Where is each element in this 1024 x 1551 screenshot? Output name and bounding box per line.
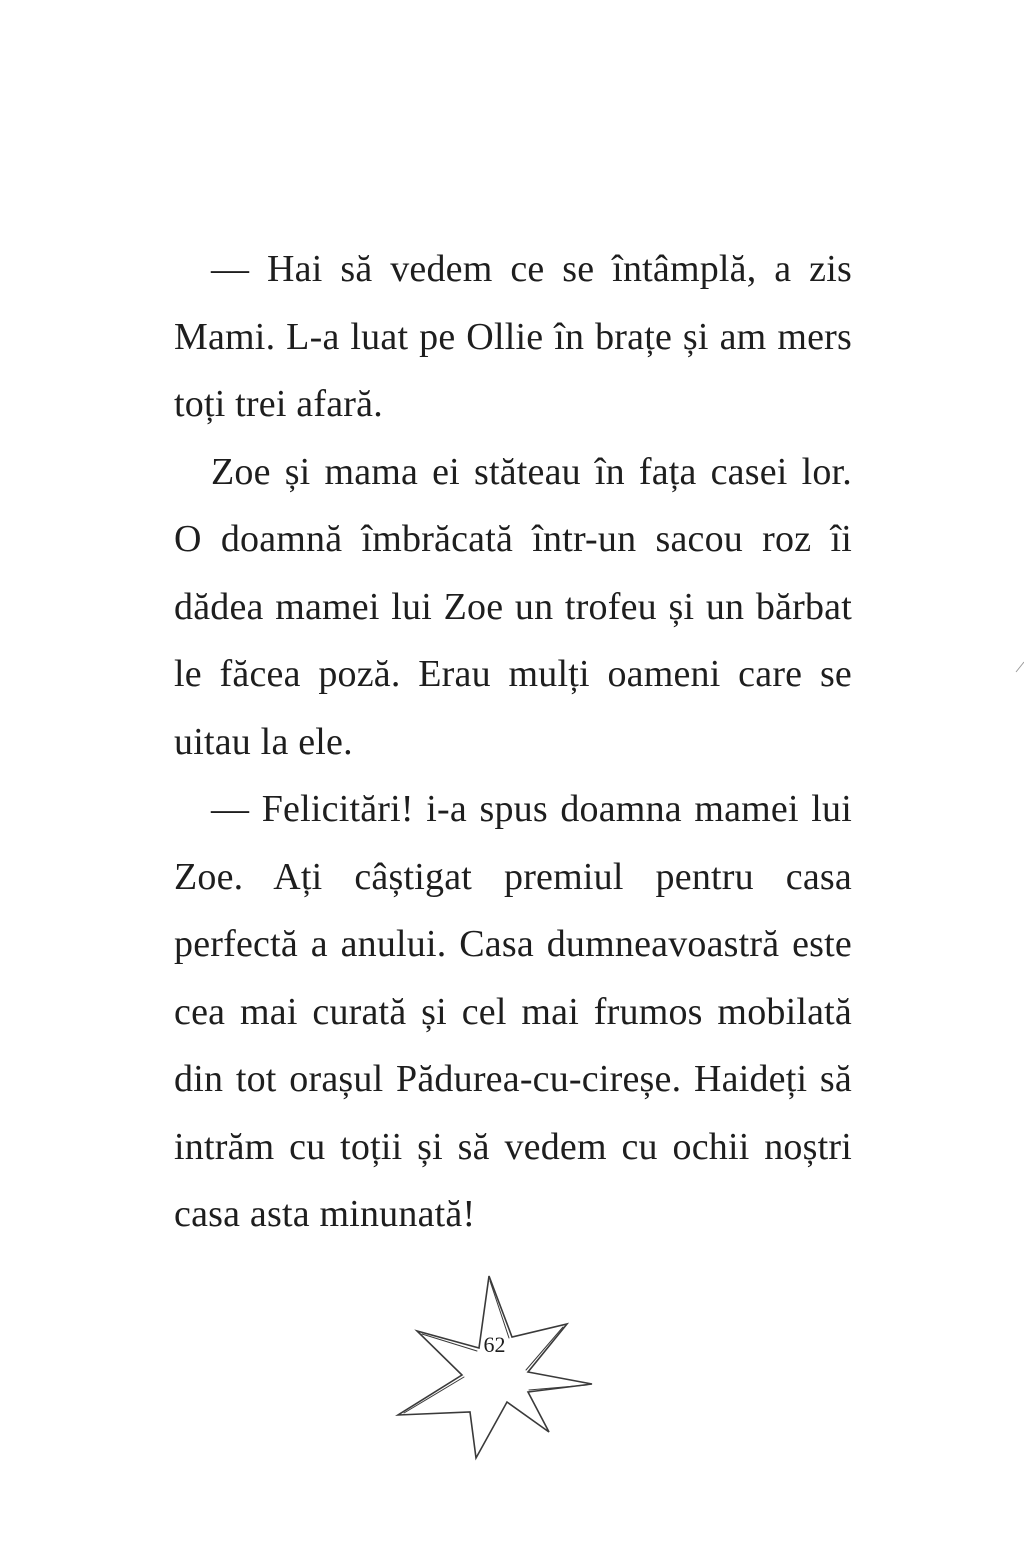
margin-tick bbox=[1012, 660, 1024, 680]
paragraph: Zoe și mama ei stăteau în fața casei lor. O doamnă îmbrăcată într-un sacou roz îi dădea mamei lui Zoe un trofeu și un bărbat le făcea poză. Erau mulți oameni care se uitau la ele. bbox=[174, 450, 852, 763]
star-icon bbox=[392, 1272, 597, 1462]
paragraph: — Felicitări! i-a spus doamna mamei lui Zoe. Ați câștigat premiul pentru casa perfectă a anului. Casa dumneavoastră este cea mai curată și cel mai frumos mobilată din tot orașul Pădurea-cu-cireșe. Haideți să intrăm cu toții și să vedem cu ochii noștri casa asta minunată! bbox=[174, 788, 852, 1235]
page-number-star bbox=[392, 1272, 597, 1462]
paragraph: — Hai să vedem ce se întâmplă, a zis Mami. L-a luat pe Ollie în brațe și am mers toți trei afară. bbox=[174, 248, 852, 425]
body-text bbox=[174, 236, 852, 1249]
page-number: 62 bbox=[483, 1332, 506, 1357]
